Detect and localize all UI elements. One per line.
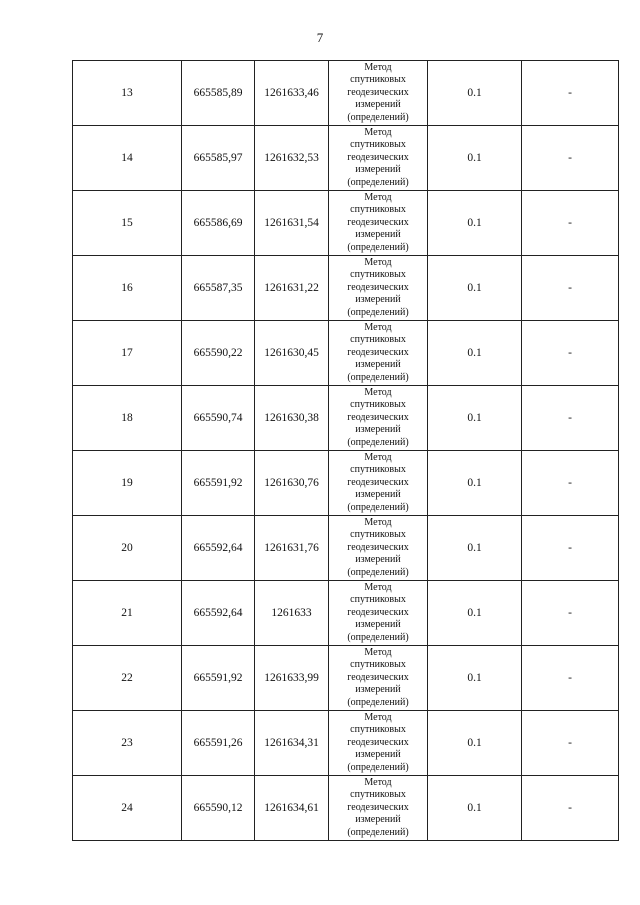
method-text-line: (определений): [347, 631, 409, 643]
table-row: [73, 191, 619, 256]
method-text-line: геодезических: [347, 801, 409, 813]
method-text-line: геодезических: [347, 86, 409, 98]
x-coordinate-cell: 665590,74: [182, 386, 255, 451]
method-text-line: (определений): [347, 436, 409, 448]
method-text-line: измерений: [355, 749, 401, 761]
point-number-cell: 13: [73, 61, 182, 126]
method-text-line: геодезических: [347, 606, 409, 618]
accuracy-cell: 0.1: [428, 581, 522, 646]
y-coordinate-cell: 1261631,76: [255, 516, 329, 581]
x-coordinate-cell: 665587,35: [182, 256, 255, 321]
method-text-line: Метод: [364, 711, 392, 723]
method-text-line: геодезических: [347, 216, 409, 228]
method-text-line: Метод: [364, 776, 392, 788]
point-number-cell: 14: [73, 126, 182, 191]
point-number-cell: 18: [73, 386, 182, 451]
note-cell: -: [522, 386, 619, 451]
point-number-cell: 24: [73, 776, 182, 841]
note-cell: -: [522, 711, 619, 776]
method-text-line: Метод: [364, 61, 392, 73]
x-coordinate-cell: 665592,64: [182, 516, 255, 581]
method-text-line: измерений: [355, 684, 401, 696]
table-row: [73, 126, 619, 191]
method-text-line: геодезических: [347, 151, 409, 163]
method-text-line: (определений): [347, 306, 409, 318]
method-text-line: измерений: [355, 99, 401, 111]
method-cell: [329, 126, 428, 191]
method-text-line: (определений): [347, 241, 409, 253]
x-coordinate-cell: 665591,92: [182, 451, 255, 516]
method-text-line: спутниковых: [350, 464, 406, 476]
note-cell: -: [522, 321, 619, 386]
table-row: [73, 646, 619, 711]
accuracy-cell: 0.1: [428, 61, 522, 126]
method-text-line: геодезических: [347, 281, 409, 293]
accuracy-cell: 0.1: [428, 451, 522, 516]
y-coordinate-cell: 1261631,54: [255, 191, 329, 256]
note-cell: -: [522, 126, 619, 191]
method-text-line: спутниковых: [350, 659, 406, 671]
x-coordinate-cell: 665590,12: [182, 776, 255, 841]
table-row: [73, 776, 619, 841]
method-cell: [329, 191, 428, 256]
table-row: [73, 711, 619, 776]
method-text-line: (определений): [347, 696, 409, 708]
x-coordinate-cell: 665585,97: [182, 126, 255, 191]
method-cell: [329, 321, 428, 386]
x-coordinate-cell: 665585,89: [182, 61, 255, 126]
x-coordinate-cell: 665591,26: [182, 711, 255, 776]
y-coordinate-cell: 1261631,22: [255, 256, 329, 321]
y-coordinate-cell: 1261634,31: [255, 711, 329, 776]
method-cell: [329, 516, 428, 581]
point-number-cell: 17: [73, 321, 182, 386]
y-coordinate-cell: 1261633,99: [255, 646, 329, 711]
method-text-line: Метод: [364, 191, 392, 203]
method-text-line: измерений: [355, 489, 401, 501]
method-text-line: геодезических: [347, 541, 409, 553]
note-cell: -: [522, 581, 619, 646]
point-number-cell: 21: [73, 581, 182, 646]
method-text-line: спутниковых: [350, 594, 406, 606]
method-text-line: Метод: [364, 646, 392, 658]
y-coordinate-cell: 1261630,45: [255, 321, 329, 386]
method-cell: [329, 711, 428, 776]
method-text-line: геодезических: [347, 476, 409, 488]
method-text-line: спутниковых: [350, 204, 406, 216]
method-text-line: Метод: [364, 516, 392, 528]
method-text-line: спутниковых: [350, 724, 406, 736]
method-cell: [329, 646, 428, 711]
table-row: [73, 581, 619, 646]
method-text-line: (определений): [347, 826, 409, 838]
method-text-line: (определений): [347, 371, 409, 383]
method-text-line: Метод: [364, 321, 392, 333]
table-row: [73, 256, 619, 321]
method-text-line: измерений: [355, 294, 401, 306]
method-text-line: спутниковых: [350, 529, 406, 541]
point-number-cell: 22: [73, 646, 182, 711]
note-cell: -: [522, 256, 619, 321]
note-cell: -: [522, 191, 619, 256]
y-coordinate-cell: 1261634,61: [255, 776, 329, 841]
x-coordinate-cell: 665592,64: [182, 581, 255, 646]
method-text-line: геодезических: [347, 411, 409, 423]
table-row: [73, 321, 619, 386]
method-text-line: (определений): [347, 111, 409, 123]
method-text-line: спутниковых: [350, 74, 406, 86]
y-coordinate-cell: 1261632,53: [255, 126, 329, 191]
method-cell: [329, 776, 428, 841]
method-text-line: измерений: [355, 814, 401, 826]
x-coordinate-cell: 665591,92: [182, 646, 255, 711]
coordinates-table: [72, 60, 619, 841]
method-text-line: Метод: [364, 126, 392, 138]
method-text-line: Метод: [364, 451, 392, 463]
y-coordinate-cell: 1261633: [255, 581, 329, 646]
accuracy-cell: 0.1: [428, 256, 522, 321]
method-text-line: спутниковых: [350, 399, 406, 411]
method-text-line: (определений): [347, 176, 409, 188]
method-text-line: Метод: [364, 256, 392, 268]
method-text-line: (определений): [347, 566, 409, 578]
accuracy-cell: 0.1: [428, 711, 522, 776]
y-coordinate-cell: 1261633,46: [255, 61, 329, 126]
method-text-line: геодезических: [347, 671, 409, 683]
method-text-line: измерений: [355, 424, 401, 436]
method-text-line: измерений: [355, 164, 401, 176]
y-coordinate-cell: 1261630,38: [255, 386, 329, 451]
method-text-line: измерений: [355, 359, 401, 371]
accuracy-cell: 0.1: [428, 386, 522, 451]
method-text-line: измерений: [355, 554, 401, 566]
x-coordinate-cell: 665590,22: [182, 321, 255, 386]
accuracy-cell: 0.1: [428, 646, 522, 711]
note-cell: -: [522, 61, 619, 126]
y-coordinate-cell: 1261630,76: [255, 451, 329, 516]
method-cell: [329, 61, 428, 126]
point-number-cell: 23: [73, 711, 182, 776]
accuracy-cell: 0.1: [428, 191, 522, 256]
page-number: 7: [316, 30, 324, 45]
accuracy-cell: 0.1: [428, 321, 522, 386]
method-text-line: геодезических: [347, 736, 409, 748]
method-text-line: спутниковых: [350, 139, 406, 151]
method-cell: [329, 386, 428, 451]
method-text-line: спутниковых: [350, 789, 406, 801]
method-text-line: измерений: [355, 619, 401, 631]
table-row: [73, 451, 619, 516]
method-cell: [329, 256, 428, 321]
method-text-line: (определений): [347, 761, 409, 773]
note-cell: -: [522, 516, 619, 581]
method-cell: [329, 451, 428, 516]
point-number-cell: 15: [73, 191, 182, 256]
point-number-cell: 19: [73, 451, 182, 516]
accuracy-cell: 0.1: [428, 516, 522, 581]
accuracy-cell: 0.1: [428, 776, 522, 841]
note-cell: -: [522, 776, 619, 841]
method-text-line: измерений: [355, 229, 401, 241]
table-row: [73, 386, 619, 451]
note-cell: -: [522, 451, 619, 516]
table-body: [73, 61, 619, 841]
note-cell: -: [522, 646, 619, 711]
point-number-cell: 20: [73, 516, 182, 581]
method-text-line: Метод: [364, 581, 392, 593]
method-text-line: (определений): [347, 501, 409, 513]
accuracy-cell: 0.1: [428, 126, 522, 191]
method-cell: [329, 581, 428, 646]
method-text-line: спутниковых: [350, 269, 406, 281]
table-row: [73, 61, 619, 126]
table-row: [73, 516, 619, 581]
method-text-line: спутниковых: [350, 334, 406, 346]
method-text-line: геодезических: [347, 346, 409, 358]
method-text-line: Метод: [364, 386, 392, 398]
point-number-cell: 16: [73, 256, 182, 321]
x-coordinate-cell: 665586,69: [182, 191, 255, 256]
